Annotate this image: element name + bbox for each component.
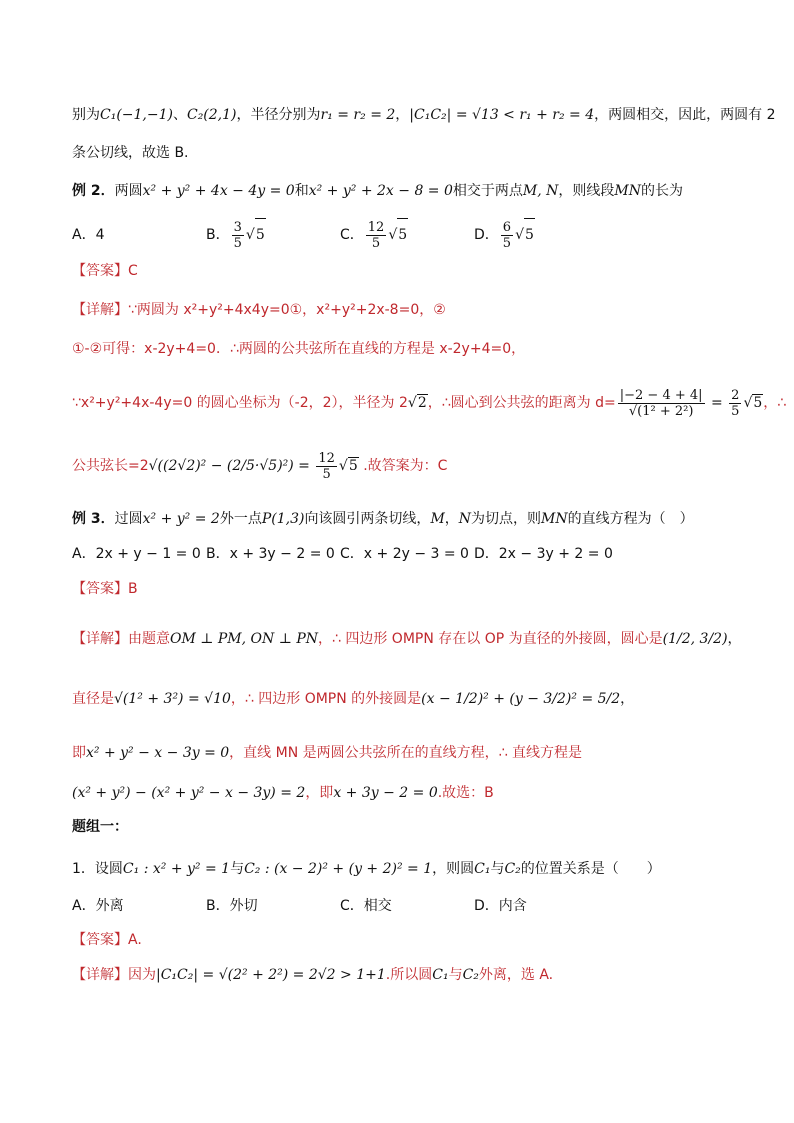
text: 过圆 xyxy=(114,511,143,527)
text: 别为 xyxy=(72,107,100,123)
example-3-detail-4 xyxy=(72,782,734,804)
math: MN xyxy=(541,511,568,527)
option-d xyxy=(474,218,535,251)
group-title: 题组一： xyxy=(72,819,128,835)
math: (x² + y²) − (x² + y² − x − 3y) = 2 xyxy=(72,785,306,801)
sqrt: √5 xyxy=(743,395,763,411)
text: 外离，选 A. xyxy=(478,967,554,983)
text: ， xyxy=(727,631,742,647)
text: .故答案为：C xyxy=(358,458,448,474)
text: ∵x²+y²+4x-4y=0 的圆心坐标为（-2，2），半径为 2 xyxy=(72,395,408,411)
text: ， xyxy=(620,691,635,707)
text: ，半径分别为 xyxy=(236,107,321,123)
example-2-detail-2: ①-②可得：x-2y+4=0．∴两圆的公共弦所在直线的方程是 x-2y+4=0， xyxy=(72,341,526,357)
option-a: A．2x + y − 1 = 0 xyxy=(72,546,201,562)
example-2-question xyxy=(72,180,734,202)
text: 的位置关系是（ ） xyxy=(520,861,661,877)
option-label: C． xyxy=(340,227,364,243)
math: x² + y² − x − 3y = 0 xyxy=(86,745,230,761)
example-label: 例 2． xyxy=(72,183,115,199)
text: = xyxy=(706,395,728,411)
denominator: 5 xyxy=(322,466,331,482)
fraction xyxy=(366,220,387,251)
group-question-1-options xyxy=(72,895,734,917)
sqrt: √5 xyxy=(246,218,266,251)
text: .故选：B xyxy=(437,785,494,801)
math: C₂ xyxy=(462,967,479,983)
radicand: 5 xyxy=(348,458,358,474)
math: OM ⊥ PM, ON ⊥ PN xyxy=(170,631,318,647)
denominator: 5 xyxy=(731,403,740,419)
example-2-detail-4 xyxy=(72,446,734,486)
text: 向该圆引两条切线， xyxy=(304,511,431,527)
math: |C₁C₂| = √(2² + 2²) = 2√2 > 1+1 xyxy=(156,967,386,983)
example-3-question xyxy=(72,508,734,530)
detail-label: 【详解】 xyxy=(72,631,128,647)
sqrt: √5 xyxy=(338,458,358,474)
text: 1．设圆 xyxy=(72,861,123,877)
text: 公共弦长=2 xyxy=(72,458,149,474)
numerator: |−2 − 4 + 4| xyxy=(619,387,703,403)
example-2-detail-1 xyxy=(72,299,734,321)
denominator: 5 xyxy=(233,235,242,251)
math-c1: C₁(−1,−1) xyxy=(100,107,173,123)
option-b: B．外切 xyxy=(206,898,258,914)
radicand: 5 xyxy=(753,395,763,411)
text: ∵两圆为 x²+y²+4x4y=0①，x²+y²+2x-8=0，② xyxy=(128,302,446,318)
option-d: D．2x − 3y + 2 = 0 xyxy=(474,546,613,562)
text: ，∴ 四边形 OMPN 的外接圆是 xyxy=(230,691,422,707)
text: 与 xyxy=(490,861,505,877)
line-circle-centers xyxy=(72,104,776,126)
text: 相交于两点 xyxy=(452,183,523,199)
option-a: A．外离 xyxy=(72,898,124,914)
fraction xyxy=(501,220,513,251)
text: ， xyxy=(395,107,410,123)
option-b xyxy=(206,218,340,251)
example-2-answer: 【答案】C xyxy=(72,263,138,279)
radicand: 2 xyxy=(417,395,427,411)
text: ，则线段 xyxy=(558,183,615,199)
text: ，则圆 xyxy=(432,861,475,877)
option-c xyxy=(340,218,474,251)
radicand: 5 xyxy=(397,218,408,251)
example-2-detail-3 xyxy=(72,386,787,420)
text: 两圆 xyxy=(114,183,143,199)
denominator: 5 xyxy=(371,235,381,251)
text: ，∴ xyxy=(763,395,787,411)
text: 条公切线，故选 B. xyxy=(72,145,189,161)
option-c: C．相交 xyxy=(340,898,392,914)
example-3-detail-1 xyxy=(72,624,742,654)
text: ，∴圆心到公共弦的距离为 d= xyxy=(427,395,616,411)
text: ，∴ 四边形 OMPN 存在以 OP 为直径的外接圆，圆心是 xyxy=(318,631,663,647)
sqrt: √5 xyxy=(515,218,535,251)
text: ，即 xyxy=(305,785,334,801)
group-question-1-detail xyxy=(72,964,734,986)
radicand: 5 xyxy=(255,218,266,251)
text: .所以圆 xyxy=(385,967,433,983)
option-d: D．内含 xyxy=(474,898,527,914)
math: x² + y² + 4x − 4y = 0 xyxy=(142,183,295,199)
math: M xyxy=(430,511,445,527)
distance-fraction xyxy=(618,388,705,419)
math: x² + y² = 2 xyxy=(142,511,220,527)
option-a: A．4 xyxy=(72,227,105,243)
text: ，直线 MN 是两圆公共弦所在的直线方程，∴ 直线方程是 xyxy=(229,745,582,761)
option-label: D． xyxy=(474,227,499,243)
math: C₁ xyxy=(474,861,491,877)
example-3-options xyxy=(72,543,734,565)
numerator: 6 xyxy=(502,219,512,235)
fraction xyxy=(729,388,741,419)
text: = xyxy=(293,458,315,474)
math: P(1,3) xyxy=(261,511,305,527)
math-center: (1/2, 3/2) xyxy=(662,631,728,647)
math-distance: |C₁C₂| = √13 < r₁ + r₂ = 4 xyxy=(409,107,595,123)
math-chord: √((2√2)² − (2/5·√5)²) xyxy=(148,458,294,474)
math: C₂ : (x − 2)² + (y + 2)² = 1 xyxy=(244,861,433,877)
denominator: 5 xyxy=(502,235,512,251)
denominator: √(1² + 2²) xyxy=(628,403,694,419)
text: 因为 xyxy=(128,967,156,983)
text: 与 xyxy=(448,967,463,983)
text: 直径是 xyxy=(72,691,114,707)
detail-label: 【详解】 xyxy=(72,967,128,983)
math: C₁ xyxy=(432,967,449,983)
text: 的直线方程为（ ） xyxy=(567,511,694,527)
math-radius: r₁ = r₂ = 2 xyxy=(320,107,396,123)
radicand: 5 xyxy=(524,218,535,251)
math: C₁ : x² + y² = 1 xyxy=(122,861,231,877)
example-3-detail-3 xyxy=(72,742,734,764)
example-3-detail-2 xyxy=(72,684,734,714)
numerator: 3 xyxy=(233,219,242,235)
numerator: 2 xyxy=(731,387,740,403)
example-2-options xyxy=(72,218,734,251)
math: C₂ xyxy=(504,861,521,877)
text: 和 xyxy=(294,183,309,199)
sqrt: √5 xyxy=(388,218,408,251)
math-circle-equation: (x − 1/2)² + (y − 3/2)² = 5/2 xyxy=(421,691,621,707)
option-c: C．x + 2y − 3 = 0 xyxy=(340,546,469,562)
fraction xyxy=(316,451,337,482)
example-3-answer: 【答案】B xyxy=(72,581,138,597)
option-label: B． xyxy=(206,227,230,243)
text: 外一点 xyxy=(219,511,262,527)
detail-label: 【详解】 xyxy=(72,302,128,318)
sqrt: √2 xyxy=(407,395,427,411)
math: M, N xyxy=(522,183,559,199)
math: x² + y² + 2x − 8 = 0 xyxy=(308,183,453,199)
math-c2: C₂(2,1) xyxy=(186,107,237,123)
numerator: 12 xyxy=(367,219,385,235)
line-conclusion xyxy=(72,142,734,164)
fraction xyxy=(232,220,244,251)
text: ， xyxy=(444,511,459,527)
numerator: 12 xyxy=(318,450,335,466)
math: MN xyxy=(614,183,641,199)
example-label: 例 3． xyxy=(72,511,115,527)
text: 与 xyxy=(230,861,245,877)
text: ，两圆相交，因此，两圆有 2 xyxy=(594,107,776,123)
text: 为切点，则 xyxy=(471,511,542,527)
text: 的长为 xyxy=(640,183,683,199)
text: 由题意 xyxy=(128,631,170,647)
group-question-1 xyxy=(72,858,734,880)
math: √(1² + 3²) = √10 xyxy=(114,691,231,707)
text: 即 xyxy=(72,745,86,761)
math: x + 3y − 2 = 0 xyxy=(333,785,438,801)
math: N xyxy=(458,511,472,527)
option-b: B．x + 3y − 2 = 0 xyxy=(206,546,335,562)
group-question-1-answer: 【答案】A. xyxy=(72,932,142,948)
text: 、 xyxy=(172,107,187,123)
